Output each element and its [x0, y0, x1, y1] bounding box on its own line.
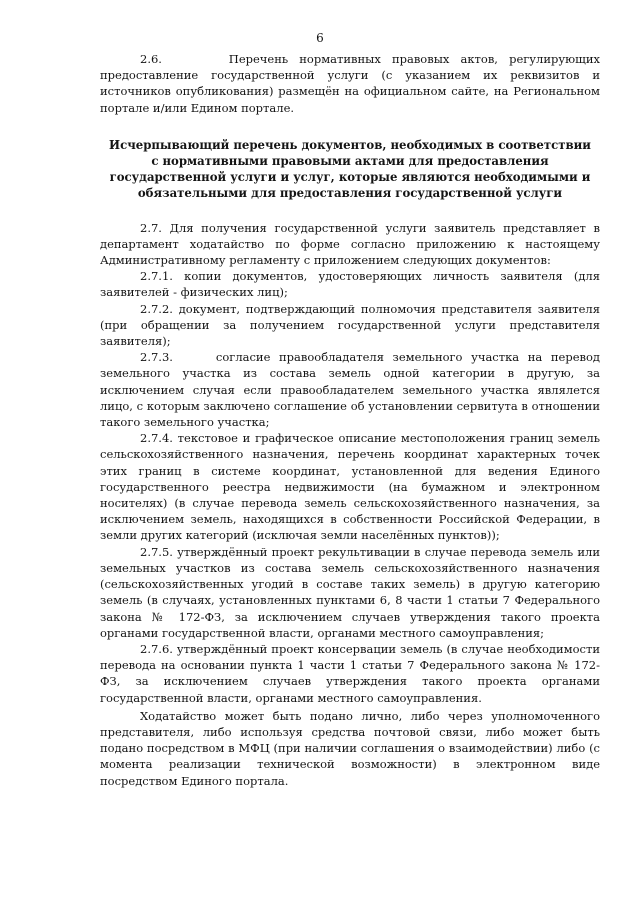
paragraph-2-7: 2.7. Для получения государственной услуги заявитель представляет в департамент ходатайство по форме согласно приложению к настоящему Административному регламенту с приложением следующих документов: [100, 220, 600, 268]
paragraph-2-7-3: 2.7.3. согласие правообладателя земельного участка на перевод земельного участка из состава земель одной категории в другую, за исключением случая если правообладателем земельного участка являлется лицо, с которым заключено соглашение об установлении сервитута в отношении такого земельного участка; [100, 350, 600, 430]
paragraph-2-7-2: 2.7.2. документ, подтверждающий полномочия представителя заявителя (при обращении за получением государственной услуги представителя заявителя); [100, 301, 600, 349]
section-heading: Исчерпывающий перечень документов, необходимых в соответствии с нормативными правовыми актами для предоставления государственной услуги и услуг, которые являются необходимыми и обязательными для предоставления государственной услуги [109, 137, 591, 201]
paragraph-2-7-6: 2.7.6. утверждённый проект консервации земель (в случае необходимости перевода на основании пункта 1 части 1 статьи 7 Федерального закона № 172-ФЗ, за исключением случаев утверждения такого проекта органами государственной власти, органами местного самоуправления. [100, 641, 600, 705]
paragraph-final: Ходатайство может быть подано лично, либо через уполномоченного представителя, либо используя средства почтовой связи, либо может быть подано посредством в МФЦ (при наличии соглашения о взаимодействии) либо (с момента реализации технической возможности) в электронном виде посредством Единого портала. [100, 708, 600, 788]
page-number: 6 [316, 31, 324, 45]
paragraph-2-7-4: 2.7.4. текстовое и графическое описание местоположения границ земель сельскохозяйственного назначения, перечень координат характерных точек этих границ в системе координат, установленной для ведения Единого государственного реестра недвижимости (на бумажном и электронном носителях) (в случае перевода земель сельскохозяйственного назначения, за исключением земель, находящихся в собственности Российской Федерации, в земли других категорий (исключая земли населённых пунктов)); [100, 431, 600, 543]
paragraph-2-7-1: 2.7.1. копии документов, удостоверяющих личность заявителя (для заявителей - физических лиц); [100, 269, 600, 300]
paragraph-2-7-5: 2.7.5. утверждённый проект рекультивации в случае перевода земель или земельных участков из состава земель сельскохозяйственного назначения (сельскохозяйственных угодий в составе таких земель) в другую категорию земель (в случаях, установленных пунктами 6, 8 части 1 статьи 7 Федерального закона № 172-ФЗ, за исключением случаев утверждения такого проекта органами государственной власти, органами местного самоуправления; [100, 544, 600, 640]
document-body [100, 51, 600, 789]
paragraph-2-6: 2.6. Перечень нормативных правовых актов, регулирующих предоставление государственной услуги (с указанием их реквизитов и источников опубликования) размещён на официальном сайте, на Региональном портале и/или Едином портале. [100, 52, 600, 115]
